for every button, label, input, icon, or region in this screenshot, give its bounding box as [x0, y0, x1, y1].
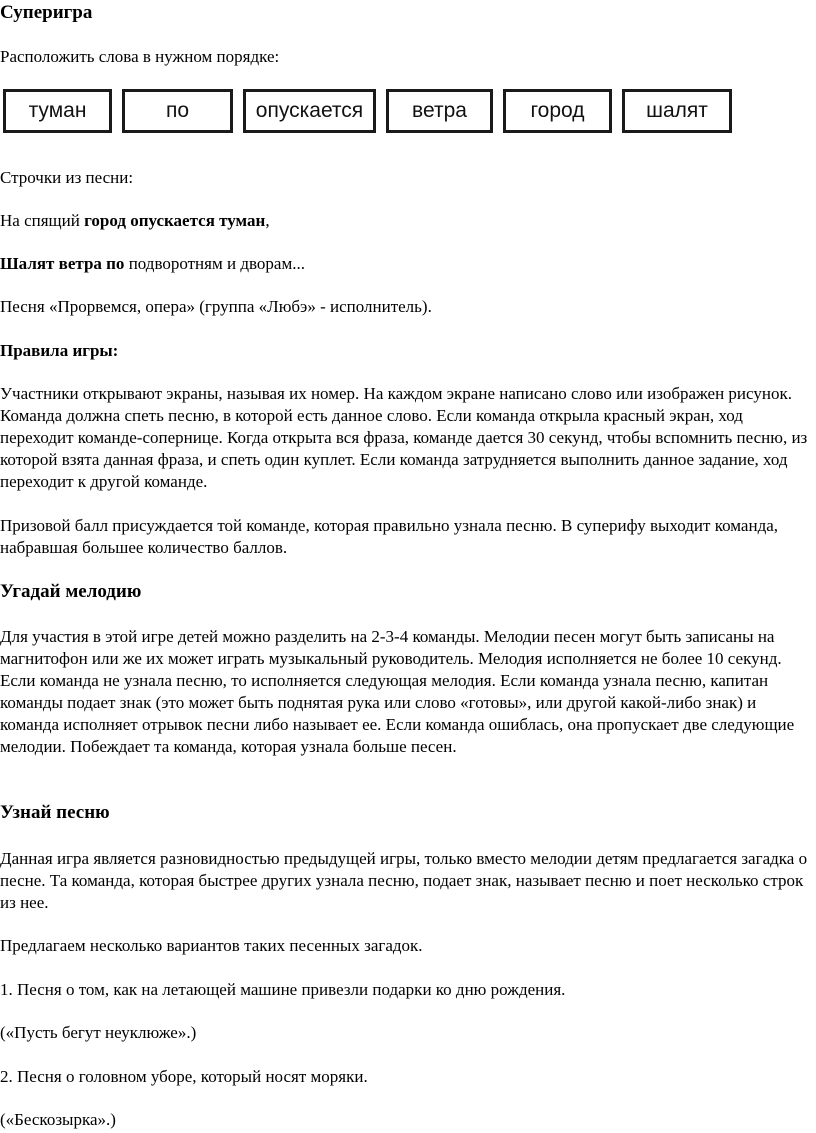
superigra-title: Суперигра — [0, 2, 93, 23]
song-line-1-bold: город опускается туман — [84, 211, 266, 230]
word-box: ветра — [386, 89, 493, 133]
song-line-1 — [0, 210, 270, 232]
word-box: по — [122, 89, 233, 133]
song-line-2 — [0, 253, 305, 275]
word-box: туман — [3, 89, 112, 133]
word-box: шалят — [622, 89, 732, 133]
word-box: опускается — [243, 89, 376, 133]
variants-intro: Предлагаем несколько вариантов таких песенных загадок. — [0, 936, 423, 955]
song-lines-label: Строчки из песни: — [0, 168, 134, 187]
song-line-1-post: , — [265, 211, 270, 230]
song-line-1-pre: На спящий — [0, 211, 85, 230]
song-info: Песня «Прорвемся, опера» (группа «Любэ» - исполнитель). — [0, 297, 432, 316]
word-box: город — [503, 89, 612, 133]
riddle-2: 2. Песня о головном уборе, который носят моряки. — [0, 1067, 368, 1086]
rules-heading: Правила игры: — [0, 341, 119, 360]
rules-paragraph-2: Призовой балл присуждается той команде, которая правильно узнала песню. В суперифу выходит команда, набравшая большее количество баллов. — [0, 516, 779, 557]
ugadai-paragraph: Для участия в этой игре детей можно разделить на 2-3-4 команды. Мелодии песен могут быть записаны на магнитофон или же их может играть музыкальный руководитель. Мелодия исполняется не более 10 секунд. Если команда не узнала песню, то исполняется следующая мелодия. Если команда узнала песню, капитан команды подает знак (это может быть поднятая рука или слово «готовы», или другой какой-либо знак) и команда исполняет отрывок песни либо называет ее. Если команда ошиблась, она пропускает две следующие мелодии. Побеждает та команда, которая узнала больше песен. — [0, 627, 795, 756]
answer-2: («Бескозырка».) — [0, 1110, 116, 1129]
song-line-2-post: подворотням и дворам... — [124, 254, 305, 273]
uznai-title: Узнай песню — [0, 802, 110, 823]
song-line-2-bold: Шалят ветра по — [0, 254, 125, 273]
riddle-1: 1. Песня о том, как на летающей машине привезли подарки ко дню рождения. — [0, 980, 566, 999]
ugadai-title: Угадай мелодию — [0, 581, 142, 602]
uznai-paragraph: Данная игра является разновидностью предыдущей игры, только вместо мелодии детям предлагается загадка о песне. Та команда, которая быстрее других узнала песню, подает знак, называет песню и поет несколько строк из нее. — [0, 849, 808, 912]
instruction-text: Расположить слова в нужном порядке: — [0, 47, 280, 66]
answer-1: («Пусть бегут неуклюже».) — [0, 1023, 197, 1042]
rules-paragraph-1: Участники открывают экраны, называя их номер. На каждом экране написано слово или изображен рисунок. Команда должна спеть песню, в которой есть данное слово. Если команда открыла красный экран, ход переходит команде-сопернице. Когда открыта вся фраза, команде дается 30 секунд, чтобы вспомнить песню, из которой взята данная фраза, и спеть один куплет. Если команда затрудняется выполнить данное задание, ход переходит к другой команде. — [0, 384, 808, 491]
